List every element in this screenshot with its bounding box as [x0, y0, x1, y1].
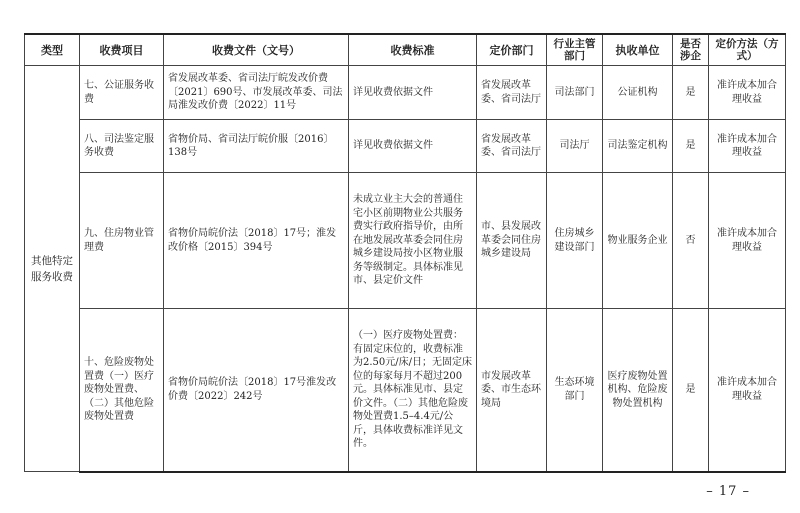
cell-pricing-dept: 市发展改革委、市生态环境局 — [477, 309, 547, 472]
cell-pricing-dept: 省发展改革委、省司法厅 — [477, 66, 547, 120]
cell-industry-dept: 司法厅 — [547, 120, 603, 173]
header-row — [25, 34, 786, 66]
header-pricing-dept: 定价部门 — [477, 34, 547, 66]
table-row — [25, 173, 786, 309]
type-cell: 其他特定服务收费 — [25, 66, 80, 472]
cell-pricing-method: 准许成本加合理收益 — [709, 173, 786, 309]
cell-pricing-method: 准许成本加合理收益 — [709, 309, 786, 472]
cell-involves-enterprise: 是 — [673, 66, 709, 120]
cell-collector: 物业服务企业 — [603, 173, 673, 309]
cell-standard: （一）医疗废物处置费：有固定床位的，收费标准为2.50元/床/日；无固定床位的每家每月不超过200元。具体标准见市、县定价文件。（二）其他危险废物处置费1.5–4.4元/公斤，具体收费标准详见文件。 — [349, 309, 477, 472]
cell-collector: 公证机构 — [603, 66, 673, 120]
cell-pricing-method: 准许成本加合理收益 — [709, 120, 786, 173]
page-number: – 17 – — [706, 484, 750, 499]
cell-collector: 医疗废物处置机构、危险废物处置机构 — [603, 309, 673, 472]
cell-pricing-method: 准许成本加合理收益 — [709, 66, 786, 120]
cell-item: 十、危险废物处置费（一）医疗废物处置费、（二）其他危险废物处置费 — [80, 309, 164, 472]
header-item: 收费项目 — [80, 34, 164, 66]
cell-standard: 详见收费依据文件 — [349, 66, 477, 120]
table-row — [25, 309, 786, 472]
cell-industry-dept: 住房城乡建设部门 — [547, 173, 603, 309]
header-standard: 收费标准 — [349, 34, 477, 66]
cell-industry-dept: 司法部门 — [547, 66, 603, 120]
cell-item: 八、司法鉴定服务收费 — [80, 120, 164, 173]
table-row — [25, 120, 786, 173]
header-pricing-method: 定价方法（方式） — [709, 34, 786, 66]
cell-standard: 详见收费依据文件 — [349, 120, 477, 173]
header-involves-enterprise: 是否涉企 — [673, 34, 709, 66]
cell-involves-enterprise: 是 — [673, 120, 709, 173]
fee-table — [24, 33, 786, 473]
cell-collector: 司法鉴定机构 — [603, 120, 673, 173]
cell-involves-enterprise: 否 — [673, 173, 709, 309]
header-doc: 收费文件（文号） — [164, 34, 349, 66]
cell-doc: 省物价局、省司法厅皖价服〔2016〕138号 — [164, 120, 349, 173]
cell-pricing-dept: 市、县发展改革委会同住房城乡建设局 — [477, 173, 547, 309]
cell-doc: 省物价局皖价法〔2018〕17号淮发改价费〔2022〕242号 — [164, 309, 349, 472]
header-industry-dept: 行业主管部门 — [547, 34, 603, 66]
cell-item: 七、公证服务收费 — [80, 66, 164, 120]
cell-item: 九、住房物业管理费 — [80, 173, 164, 309]
table-row — [25, 66, 786, 120]
cell-doc: 省发展改革委、省司法厅皖发改价费〔2021〕690号、市发展改革委、司法局淮发改价费〔2022〕11号 — [164, 66, 349, 120]
cell-industry-dept: 生态环境部门 — [547, 309, 603, 472]
cell-involves-enterprise: 是 — [673, 309, 709, 472]
cell-standard: 未成立业主大会的普通住宅小区前期物业公共服务费实行政府指导价，由所在地发展改革委会同住房城乡建设局按小区物业服务等级制定。具体标准见市、县定价文件 — [349, 173, 477, 309]
header-type: 类型 — [25, 34, 80, 66]
cell-doc: 省物价局皖价法〔2018〕17号；淮发改价格〔2015〕394号 — [164, 173, 349, 309]
header-collector: 执收单位 — [603, 34, 673, 66]
cell-pricing-dept: 省发展改革委、省司法厅 — [477, 120, 547, 173]
